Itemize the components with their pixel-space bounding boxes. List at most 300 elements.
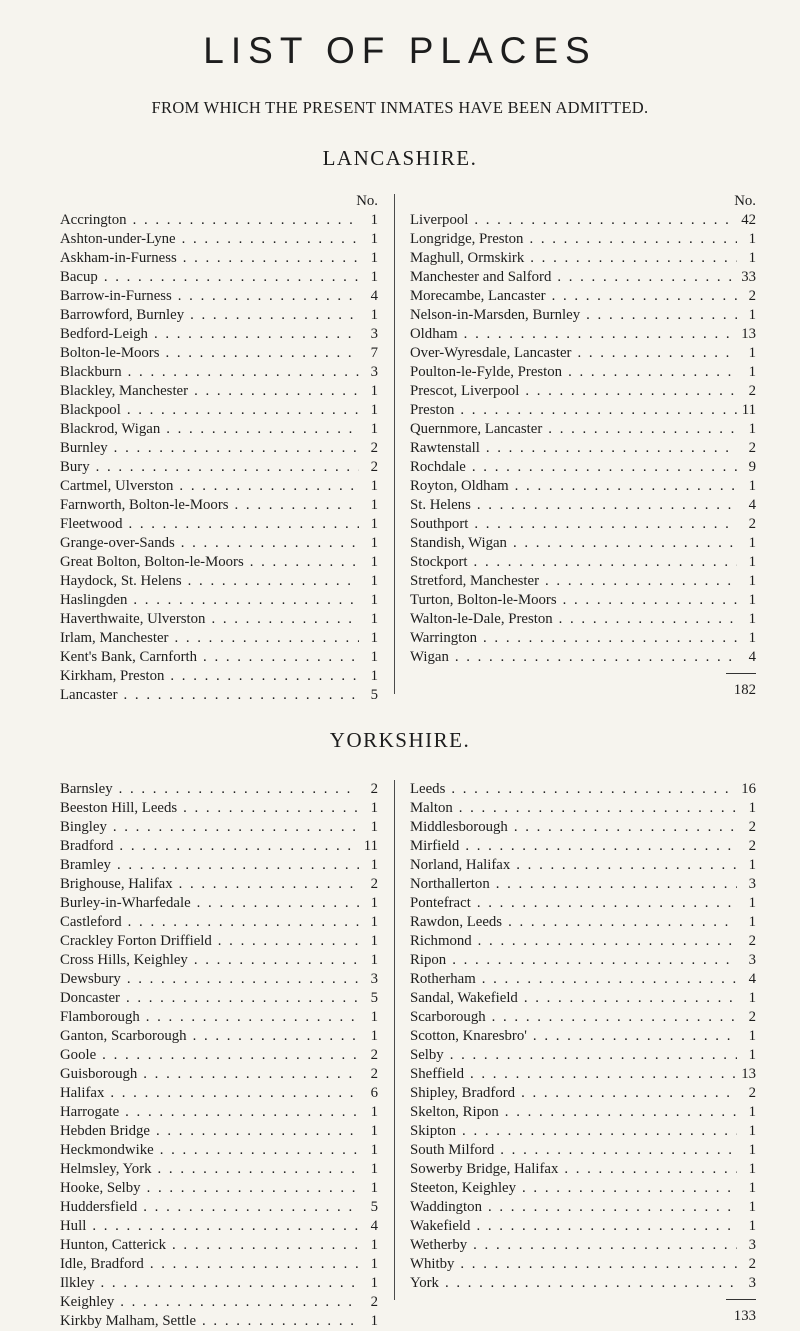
place-row	[410, 913, 756, 932]
place-row	[60, 1255, 378, 1274]
place-row	[410, 875, 756, 894]
place-count: 5	[370, 1199, 378, 1215]
page-subtitle: FROM WHICH THE PRESENT INMATES HAVE BEEN ADMITTED.	[151, 98, 649, 117]
dot-leader	[191, 894, 359, 913]
place-name: Scarborough	[410, 1009, 486, 1025]
dot-leader	[122, 363, 359, 382]
dot-leader	[518, 989, 737, 1008]
place-name: Barrow-in-Furness	[60, 288, 172, 304]
place-name: Manchester and Salford	[410, 269, 552, 285]
dot-leader	[510, 856, 737, 875]
place-name: Skipton	[410, 1123, 457, 1139]
place-name: Liverpool	[410, 212, 469, 228]
place-row	[60, 780, 378, 799]
place-count: 13	[741, 326, 756, 342]
dot-leader	[119, 1103, 359, 1122]
dot-leader	[164, 667, 359, 686]
place-count: 1	[748, 1180, 756, 1196]
dot-leader	[553, 610, 737, 629]
place-count: 1	[748, 1104, 756, 1120]
place-name: Ilkley	[60, 1275, 95, 1291]
place-count: 3	[370, 971, 378, 987]
place-row	[60, 344, 378, 363]
place-row	[60, 572, 378, 591]
place-name: St. Helens	[410, 497, 471, 513]
place-count: 1	[370, 535, 378, 551]
place-count: 1	[748, 1199, 756, 1215]
place-row	[60, 799, 378, 818]
place-name: Royton, Oldham	[410, 478, 509, 494]
place-name: Malton	[410, 800, 453, 816]
dot-leader	[177, 249, 359, 268]
place-name: Ripon	[410, 952, 447, 968]
dot-leader	[244, 553, 359, 572]
dot-leader	[159, 344, 359, 363]
place-count: 2	[748, 516, 756, 532]
place-count: 1	[748, 1142, 756, 1158]
dot-leader	[476, 970, 737, 989]
dot-leader	[118, 686, 359, 705]
dot-leader	[459, 837, 737, 856]
place-row	[410, 363, 756, 382]
place-count: 2	[748, 288, 756, 304]
dot-leader	[114, 1293, 359, 1312]
dot-leader	[468, 553, 737, 572]
place-name: Walton-le-Dale, Preston	[410, 611, 553, 627]
dot-leader	[527, 1027, 737, 1046]
dot-leader	[187, 1027, 359, 1046]
place-count: 1	[370, 914, 378, 930]
dot-leader	[551, 268, 737, 287]
dot-leader	[176, 230, 359, 249]
place-row	[410, 629, 756, 648]
page-title: LIST OF PLACES	[203, 30, 597, 71]
dot-leader	[480, 439, 737, 458]
place-row	[410, 894, 756, 913]
dot-leader	[471, 894, 737, 913]
place-row	[410, 439, 756, 458]
dot-leader	[542, 420, 737, 439]
column-divider	[394, 194, 395, 694]
place-name: Turton, Bolton-le-Moors	[410, 592, 557, 608]
dot-leader	[524, 249, 737, 268]
place-count: 2	[748, 440, 756, 456]
place-count: 1	[370, 611, 378, 627]
place-count: 1	[370, 269, 378, 285]
dot-leader	[516, 1179, 737, 1198]
place-row	[60, 1122, 378, 1141]
place-count: 1	[370, 1142, 378, 1158]
column-header-no: No.	[356, 193, 378, 209]
dot-leader	[212, 932, 359, 951]
place-row	[60, 913, 378, 932]
dot-leader	[160, 420, 359, 439]
place-row	[410, 515, 756, 534]
place-row	[410, 534, 756, 553]
place-count: 2	[370, 1294, 378, 1310]
place-count: 2	[748, 1009, 756, 1025]
place-row	[410, 989, 756, 1008]
place-row	[410, 287, 756, 306]
place-row	[60, 230, 378, 249]
place-name: Haslingden	[60, 592, 128, 608]
place-name: Norland, Halifax	[410, 857, 511, 873]
place-count: 1	[370, 497, 378, 513]
place-name: Skelton, Ripon	[410, 1104, 499, 1120]
place-name: Hooke, Selby	[60, 1180, 141, 1196]
dot-leader	[90, 458, 359, 477]
place-count: 1	[748, 630, 756, 646]
place-name: Idle, Bradford	[60, 1256, 144, 1272]
dot-leader	[152, 1160, 359, 1179]
place-row	[410, 496, 756, 515]
place-name: Nelson-in-Marsden, Burnley	[410, 307, 581, 323]
place-row	[60, 325, 378, 344]
place-name: Burnley	[60, 440, 108, 456]
dot-leader	[467, 1236, 737, 1255]
place-row	[60, 211, 378, 230]
lancashire-total: 182	[733, 682, 756, 698]
place-name: Bury	[60, 459, 90, 475]
dot-leader	[539, 572, 737, 591]
place-row	[60, 818, 378, 837]
dot-leader	[108, 439, 359, 458]
dot-leader	[446, 951, 737, 970]
place-count: 1	[370, 800, 378, 816]
place-row	[60, 648, 378, 667]
place-row	[410, 249, 756, 268]
dot-leader	[197, 648, 359, 667]
place-name: Wetherby	[410, 1237, 468, 1253]
dot-leader	[494, 1141, 737, 1160]
place-row	[60, 268, 378, 287]
section-heading-yorkshire: YORKSHIRE.	[329, 728, 471, 752]
place-count: 2	[748, 933, 756, 949]
place-row	[410, 1065, 756, 1084]
place-count: 11	[363, 838, 378, 854]
place-row	[410, 1198, 756, 1217]
dot-leader	[502, 913, 737, 932]
dot-leader	[471, 496, 737, 515]
place-count: 1	[370, 630, 378, 646]
place-name: Morecambe, Lancaster	[410, 288, 546, 304]
place-row	[60, 875, 378, 894]
place-count: 4	[370, 1218, 378, 1234]
dot-leader	[86, 1217, 359, 1236]
place-count: 3	[748, 952, 756, 968]
place-row	[410, 1255, 756, 1274]
place-row	[410, 837, 756, 856]
place-name: Shipley, Bradford	[410, 1085, 516, 1101]
place-count: 2	[748, 383, 756, 399]
place-row	[410, 420, 756, 439]
place-row	[60, 1008, 378, 1027]
place-count: 13	[741, 1066, 756, 1082]
place-name: Sandal, Wakefield	[410, 990, 518, 1006]
dot-leader	[456, 1122, 737, 1141]
place-row	[60, 629, 378, 648]
place-name: Northallerton	[410, 876, 490, 892]
dot-leader	[499, 1103, 737, 1122]
place-name: Goole	[60, 1047, 97, 1063]
place-name: Ganton, Scarborough	[60, 1028, 187, 1044]
place-name: Blackburn	[60, 364, 122, 380]
place-name: Kent's Bank, Carnforth	[60, 649, 198, 665]
place-count: 1	[748, 364, 756, 380]
place-name: Leeds	[410, 781, 446, 797]
place-name: Cartmel, Ulverston	[60, 478, 174, 494]
place-name: Rawdon, Leeds	[410, 914, 503, 930]
place-list	[410, 780, 756, 1293]
place-name: Accrington	[60, 212, 127, 228]
place-row	[60, 932, 378, 951]
place-count: 1	[370, 1009, 378, 1025]
place-name: Great Bolton, Bolton-le-Moors	[60, 554, 244, 570]
place-row	[410, 610, 756, 629]
total-row	[410, 1293, 756, 1324]
place-name: Rotherham	[410, 971, 476, 987]
place-count: 1	[370, 573, 378, 589]
place-count: 1	[370, 1180, 378, 1196]
dot-leader	[154, 1141, 359, 1160]
place-name: Dewsbury	[60, 971, 121, 987]
place-count: 1	[370, 1161, 378, 1177]
place-row	[410, 401, 756, 420]
place-count: 1	[748, 345, 756, 361]
total-row	[410, 667, 756, 698]
dot-leader	[229, 496, 359, 515]
dot-leader	[98, 268, 359, 287]
place-row	[410, 1103, 756, 1122]
place-name: Helmsley, York	[60, 1161, 152, 1177]
place-name: Castleford	[60, 914, 122, 930]
place-count: 2	[748, 838, 756, 854]
place-count: 1	[370, 1028, 378, 1044]
place-row	[60, 401, 378, 420]
place-name: Waddington	[410, 1199, 482, 1215]
dot-leader	[458, 325, 737, 344]
place-count: 11	[741, 402, 756, 418]
place-count: 1	[370, 421, 378, 437]
place-count: 1	[370, 212, 378, 228]
dot-leader	[454, 1255, 737, 1274]
dot-leader	[188, 382, 359, 401]
place-row	[410, 1046, 756, 1065]
place-count: 1	[748, 990, 756, 1006]
place-name: Mirfield	[410, 838, 460, 854]
dot-leader	[523, 230, 737, 249]
place-count: 1	[370, 1256, 378, 1272]
place-count: 1	[370, 1237, 378, 1253]
place-count: 4	[748, 649, 756, 665]
dot-leader	[137, 1065, 359, 1084]
place-row	[60, 306, 378, 325]
dot-leader	[546, 287, 737, 306]
place-row	[410, 1141, 756, 1160]
place-name: Blackley, Manchester	[60, 383, 189, 399]
dot-leader	[166, 1236, 359, 1255]
dot-leader	[111, 856, 359, 875]
place-row	[410, 932, 756, 951]
place-count: 9	[748, 459, 756, 475]
place-name: Oldham	[410, 326, 458, 342]
place-name: Farnworth, Bolton-le-Moors	[60, 497, 229, 513]
dot-leader	[137, 1198, 359, 1217]
dot-leader	[468, 515, 737, 534]
place-name: Stretford, Manchester	[410, 573, 540, 589]
place-count: 2	[370, 440, 378, 456]
dot-leader	[466, 458, 737, 477]
place-row	[410, 1179, 756, 1198]
place-name: Bolton-le-Moors	[60, 345, 160, 361]
place-name: Whitby	[410, 1256, 455, 1272]
place-name: Richmond	[410, 933, 472, 949]
place-count: 2	[748, 819, 756, 835]
place-name: Barnsley	[60, 781, 113, 797]
place-name: Preston	[410, 402, 455, 418]
place-count: 2	[370, 1047, 378, 1063]
place-count: 7	[370, 345, 378, 361]
place-name: Stockport	[410, 554, 468, 570]
place-count: 1	[748, 895, 756, 911]
place-row	[60, 363, 378, 382]
place-row	[410, 1122, 756, 1141]
place-row	[410, 818, 756, 837]
place-name: Bacup	[60, 269, 98, 285]
place-row	[60, 1103, 378, 1122]
dot-leader	[121, 401, 359, 420]
place-count: 42	[741, 212, 756, 228]
place-name: Blackrod, Wigan	[60, 421, 161, 437]
dot-leader	[562, 363, 737, 382]
place-name: Hebden Bridge	[60, 1123, 150, 1139]
dot-leader	[113, 780, 359, 799]
place-count: 1	[370, 1313, 378, 1329]
place-row	[410, 648, 756, 667]
place-count: 1	[748, 592, 756, 608]
place-row	[60, 458, 378, 477]
dot-leader	[184, 306, 359, 325]
place-count: 3	[748, 1275, 756, 1291]
place-name: Cross Hills, Keighley	[60, 952, 188, 968]
place-row	[410, 325, 756, 344]
place-count: 2	[370, 781, 378, 797]
dot-leader	[507, 534, 737, 553]
place-row	[410, 1236, 756, 1255]
place-count: 1	[370, 478, 378, 494]
dot-leader	[104, 1084, 359, 1103]
place-name: Longridge, Preston	[410, 231, 524, 247]
dot-leader	[572, 344, 738, 363]
place-count: 33	[741, 269, 756, 285]
place-row	[60, 534, 378, 553]
total-rule	[726, 1299, 756, 1300]
place-row	[60, 420, 378, 439]
dot-leader	[148, 325, 359, 344]
place-name: Keighley	[60, 1294, 115, 1310]
place-name: Wakefield	[410, 1218, 471, 1234]
place-count: 5	[370, 990, 378, 1006]
place-count: 1	[370, 554, 378, 570]
place-row	[60, 837, 378, 856]
place-name: Crackley Forton Driffield	[60, 933, 212, 949]
place-name: Halifax	[60, 1085, 105, 1101]
place-row	[60, 1084, 378, 1103]
place-count: 1	[748, 800, 756, 816]
place-row	[410, 951, 756, 970]
place-row	[60, 894, 378, 913]
place-name: Middlesborough	[410, 819, 508, 835]
dot-leader	[445, 780, 737, 799]
place-name: Blackpool	[60, 402, 121, 418]
place-row	[60, 1312, 378, 1331]
yorkshire-left-column	[60, 780, 378, 1331]
place-count: 2	[370, 876, 378, 892]
place-count: 6	[370, 1085, 378, 1101]
place-name: Standish, Wigan	[410, 535, 507, 551]
dot-leader	[508, 818, 737, 837]
place-name: Prescot, Liverpool	[410, 383, 520, 399]
place-count: 1	[748, 1123, 756, 1139]
place-count: 2	[370, 1066, 378, 1082]
place-row	[60, 1274, 378, 1293]
place-row	[60, 951, 378, 970]
column-header-no: No.	[734, 193, 756, 209]
place-name: Bramley	[60, 857, 111, 873]
place-name: Haverthwaite, Ulverston	[60, 611, 206, 627]
place-count: 1	[748, 478, 756, 494]
place-row	[410, 382, 756, 401]
place-row	[60, 1160, 378, 1179]
place-count: 1	[370, 1123, 378, 1139]
dot-leader	[515, 1084, 737, 1103]
place-count: 1	[370, 592, 378, 608]
place-list	[410, 211, 756, 667]
place-count: 1	[370, 952, 378, 968]
place-count: 1	[370, 649, 378, 665]
place-row	[60, 667, 378, 686]
place-count: 1	[370, 1275, 378, 1291]
place-name: Kirkby Malham, Settle	[60, 1313, 197, 1329]
place-name: Steeton, Keighley	[410, 1180, 517, 1196]
place-row	[60, 287, 378, 306]
dot-leader	[122, 515, 359, 534]
dot-leader	[113, 837, 359, 856]
place-row	[410, 268, 756, 287]
place-count: 1	[748, 554, 756, 570]
place-row	[410, 477, 756, 496]
dot-leader	[205, 610, 359, 629]
dot-leader	[472, 932, 737, 951]
place-row	[60, 1046, 378, 1065]
total-rule	[726, 673, 756, 674]
dot-leader	[509, 477, 737, 496]
dot-leader	[120, 989, 359, 1008]
place-count: 1	[748, 1047, 756, 1063]
place-name: Warrington	[410, 630, 478, 646]
place-name: Maghull, Ormskirk	[410, 250, 525, 266]
dot-leader	[141, 1179, 359, 1198]
dot-leader	[444, 1046, 737, 1065]
place-row	[60, 1198, 378, 1217]
place-row	[410, 591, 756, 610]
place-name: York	[410, 1275, 439, 1291]
place-name: Flamborough	[60, 1009, 140, 1025]
place-row	[410, 1217, 756, 1236]
dot-leader	[470, 1217, 737, 1236]
place-name: Doncaster	[60, 990, 120, 1006]
place-row	[410, 780, 756, 799]
